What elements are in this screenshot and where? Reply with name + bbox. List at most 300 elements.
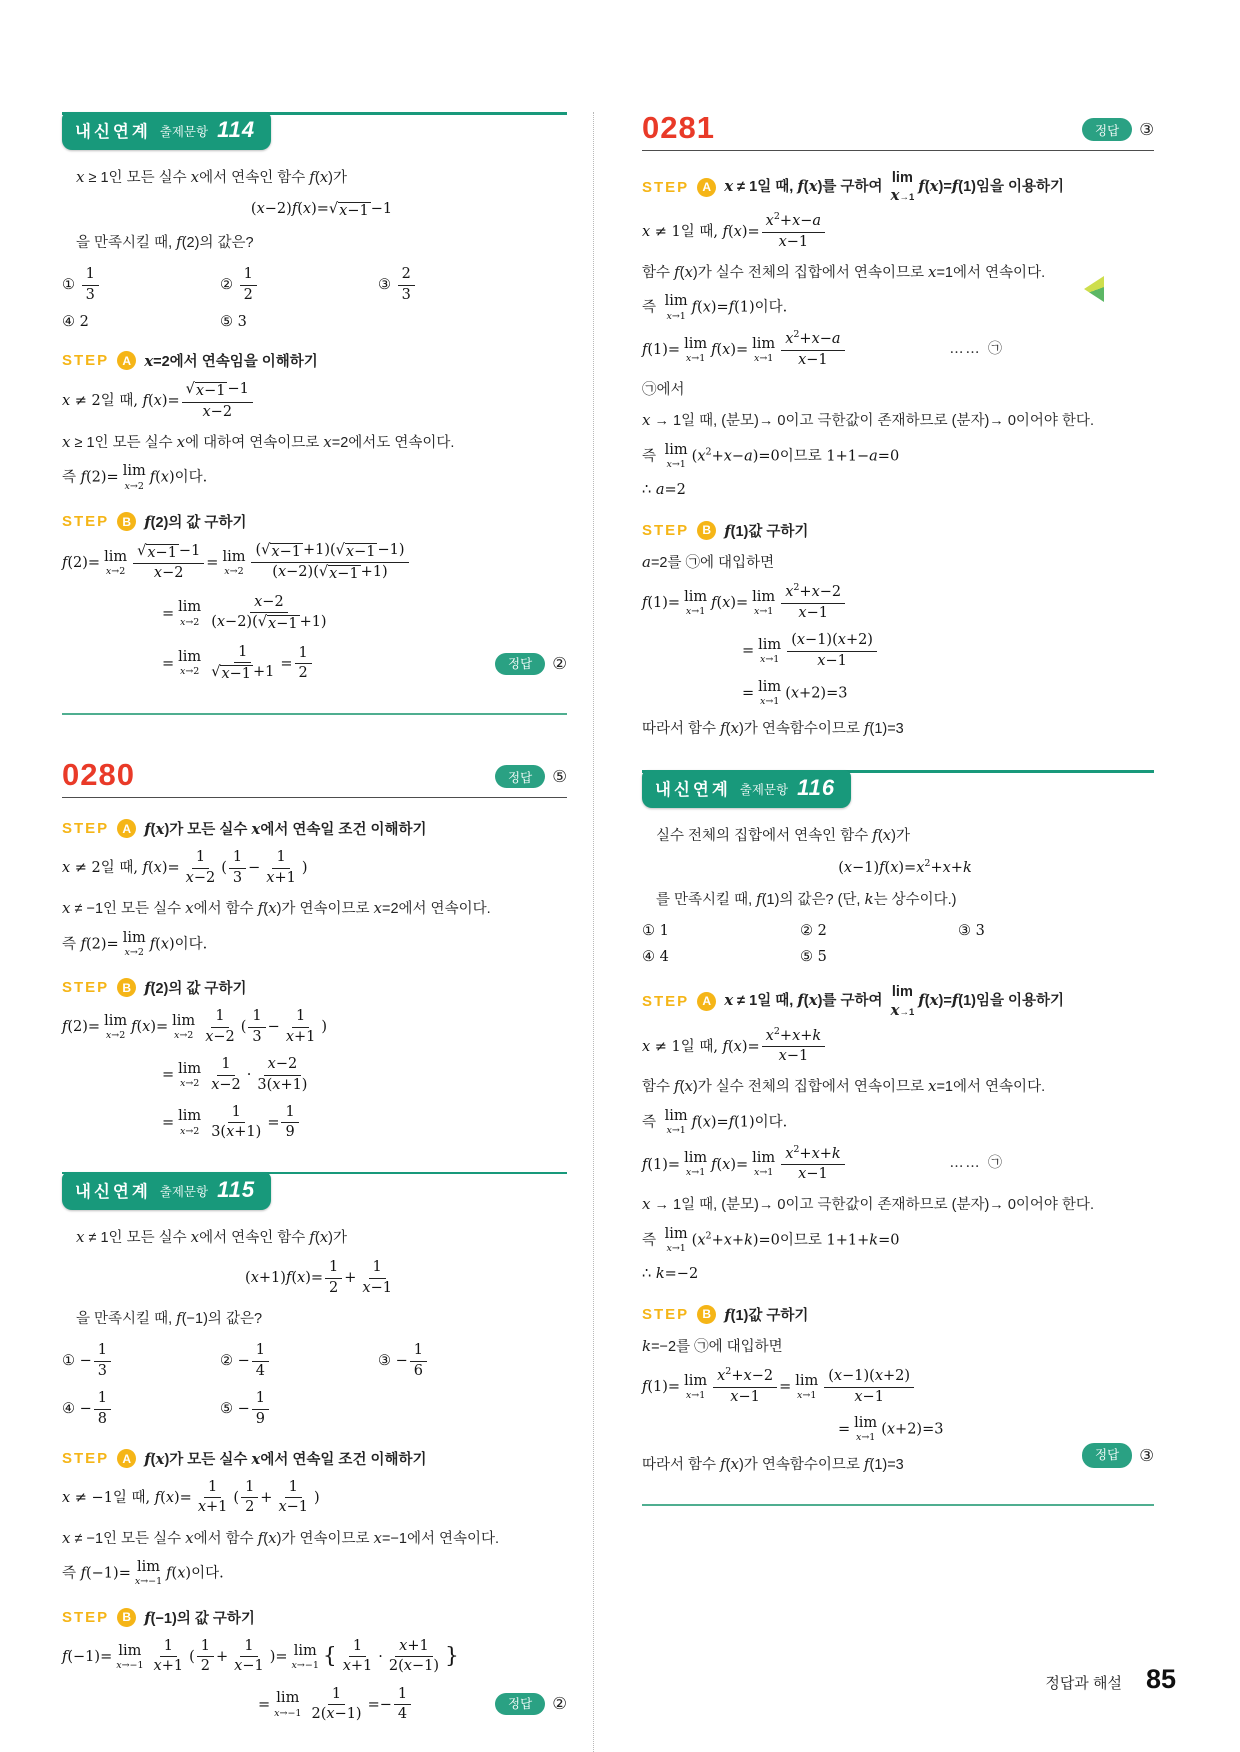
math-variable: x xyxy=(105,565,112,577)
answer-choices xyxy=(62,266,567,330)
text-line: 을 만족시킬 때, f(−1)의 값은? xyxy=(76,1308,263,1327)
math-variable: f xyxy=(724,521,731,540)
math-variable: x xyxy=(928,263,937,281)
math-variable: x xyxy=(221,666,230,683)
problem-number: 0280 xyxy=(62,757,135,793)
math-variable: k xyxy=(864,889,874,908)
math-variable: f xyxy=(728,299,735,316)
fraction: √ x−1 −1 x−2 xyxy=(182,381,253,421)
math-variable: x xyxy=(798,1165,807,1182)
limit: lim x→1 xyxy=(752,588,776,618)
step-label: STEP xyxy=(642,178,690,196)
math-variable: x xyxy=(267,1056,276,1073)
math-variable: f xyxy=(176,1308,182,1327)
math-variable: x xyxy=(890,186,900,205)
fraction: $\frac{1}{9}$ xyxy=(252,1390,269,1428)
limit: lim x→2 xyxy=(178,1108,202,1137)
math-variable: x xyxy=(224,565,230,577)
formula-line: (x−2)f(x)= √ x−1 −1 xyxy=(250,201,393,220)
fraction: $\frac{1}{x+1}$ xyxy=(153,1637,184,1675)
math-variable: x xyxy=(190,168,200,186)
text-line: x ≠ 1인 모든 실수 x에서 연속인 함수 f(x)가 xyxy=(76,1227,347,1246)
fraction: $\frac{2}{3}$ xyxy=(398,266,415,304)
math-variable: x xyxy=(319,1227,329,1246)
math-variable: x xyxy=(185,869,194,886)
math-variable: x xyxy=(890,859,899,876)
math-variable: f xyxy=(149,469,156,486)
math-variable: x xyxy=(759,653,766,665)
sqrt: √ x−1 xyxy=(335,542,376,561)
math-variable: f xyxy=(166,1565,172,1582)
math-variable: x xyxy=(785,1145,794,1162)
badge-number: 115 xyxy=(217,1176,256,1202)
math-variable: x xyxy=(62,899,71,918)
math-variable: f xyxy=(863,718,870,737)
choice-item: ④ 2 xyxy=(62,314,89,331)
formula-line: x ≠ 2일 때, f(x)= √ x−1 −1 x−2 xyxy=(62,381,567,421)
math-variable: k xyxy=(744,1232,753,1249)
step-title: f(−1)의 값 구하기 xyxy=(144,1608,255,1627)
limit: lim x→1 xyxy=(752,1150,776,1179)
math-variable: a xyxy=(642,552,651,571)
step-heading xyxy=(62,511,567,532)
fraction: $\frac{1}{3}$ xyxy=(248,1008,265,1046)
text-line: ㉠에서 xyxy=(642,381,685,398)
math-variable: x xyxy=(722,1156,731,1173)
math-variable: x xyxy=(250,1270,259,1287)
math-variable: f xyxy=(711,595,717,612)
math-variable: x xyxy=(792,213,801,230)
math-variable: x xyxy=(160,936,169,953)
limit: lim x→1 xyxy=(664,441,688,471)
fraction: 1 √ x−1 +1 xyxy=(211,643,275,683)
sqrt: √ x−1 xyxy=(318,564,359,583)
badge-sub-label: 출제문항 xyxy=(159,1184,209,1199)
step-heading xyxy=(62,1607,567,1628)
math-variable: f xyxy=(720,1454,726,1473)
sqrt: √ x−1 xyxy=(137,543,177,562)
math-variable: f xyxy=(711,1156,717,1173)
math-variable: x xyxy=(684,263,693,281)
formula-line: f(−1)= lim x→−1 $\frac{1}{x+1}$ ( $\frac{1}{2}$ + $\frac{1}{x-1}$ )= lim x→−1 { $\frac{1}{x+1}$ · $\frac{x+1}{2(x-1)}$ } xyxy=(62,1637,459,1675)
math-variable: x xyxy=(274,1707,280,1719)
math-variable: x xyxy=(179,616,186,628)
math-variable: x xyxy=(890,1000,900,1019)
linked-problem-header xyxy=(62,1172,567,1212)
math-variable: x xyxy=(798,604,807,621)
fraction: ( √ x−1 +1)( √ x−1 −1) (x−2)( √ x−1 +1) xyxy=(251,542,408,584)
step-title: f(x)가 모든 실수 x에서 연속일 조건 이해하기 xyxy=(144,1450,427,1469)
math-variable: x xyxy=(185,1528,194,1547)
limit: lim x→1 xyxy=(664,293,688,322)
badge-brand: 내신연계 xyxy=(75,123,151,141)
math-variable: x xyxy=(190,1227,200,1246)
fraction: $\frac{1}{2}$ xyxy=(240,266,257,304)
math-variable: x xyxy=(185,899,194,918)
step-label: STEP xyxy=(62,352,110,370)
math-variable: x xyxy=(916,859,925,876)
limit: lim x→1 xyxy=(684,588,708,618)
math-variable: f xyxy=(144,1608,151,1627)
answer-badge xyxy=(1082,1443,1154,1469)
fraction: $\frac{1}{x+1}$ xyxy=(266,849,296,886)
linked-problem-116 xyxy=(642,770,1154,1506)
text-line: k=−2를 ㉠에 대입하면 xyxy=(642,1336,783,1355)
math-variable: x xyxy=(173,1030,180,1042)
math-variable: x xyxy=(796,632,806,649)
step-title: f(2)의 값 구하기 xyxy=(144,513,247,532)
math-variable: x xyxy=(685,352,692,364)
formula-line: x ≠ 1일 때, f(x)= $\frac{x^2+x+k}{x-1}$ xyxy=(642,1028,1154,1066)
math-variable: f xyxy=(674,263,680,281)
math-variable: f xyxy=(863,1454,870,1473)
fraction: $\frac{x^2+x+k}{x-1}$ xyxy=(762,1028,826,1066)
formula-line: x ≠ 1일 때, f(x)= $\frac{x^2+x-a}{x-1}$ xyxy=(642,213,1154,251)
math-variable: x xyxy=(329,566,338,583)
math-variable: x xyxy=(666,1125,672,1137)
problem-number: 0281 xyxy=(642,110,715,145)
math-variable: f xyxy=(291,201,298,218)
answer-choices xyxy=(62,1342,567,1428)
math-variable: x xyxy=(403,1658,412,1675)
left-column xyxy=(62,112,594,1752)
math-variable: x xyxy=(753,352,760,364)
math-variable: x xyxy=(730,1454,739,1473)
math-variable: x xyxy=(160,469,169,486)
step-title: f(1)값 구하기 xyxy=(724,521,809,540)
math-variable: f xyxy=(142,393,148,409)
text-line: a=2를 ㉠에 대입하면 xyxy=(642,552,775,571)
formula-line: = lim x→2 x−2 (x−2)( √ x−1 +1) xyxy=(162,594,567,634)
math-variable: x xyxy=(792,1027,801,1044)
math-variable: x xyxy=(743,1368,752,1385)
step-letter-badge: B xyxy=(697,1305,716,1324)
formula-line: (x+1)f(x)= $\frac{1}{2}$ + $\frac{1}{x-1}$ xyxy=(76,1259,567,1297)
solution-header xyxy=(62,759,567,798)
sqrt: √ x−1 xyxy=(261,542,301,561)
math-variable: f xyxy=(62,1648,68,1665)
step-heading xyxy=(62,818,567,839)
step-title: x ≠ 1일 때, f(x)를 구하여 lim x→1 f(x)=f(1)임을 이용하기 xyxy=(724,170,1065,205)
math-variable: f xyxy=(149,936,156,953)
fraction: $\frac{1}{x-2}$ xyxy=(185,849,216,886)
math-variable: x xyxy=(76,168,85,186)
math-variable: x xyxy=(285,1028,294,1045)
formula-line: 즉 lim x→1 $(x^2+x-a)=0$이므로 1+1−a=0 xyxy=(642,441,900,471)
fraction: $\frac{1}{3}$ xyxy=(82,266,99,304)
math-variable: x xyxy=(833,1368,843,1385)
step-heading xyxy=(62,1448,567,1469)
formula-line: 즉 f(2)= lim x→2 f(x)이다. xyxy=(62,929,208,958)
math-variable: x xyxy=(155,1450,165,1469)
text-line: 실수 전체의 집합에서 연속인 함수 f(x)가 xyxy=(656,826,910,845)
solution-header xyxy=(642,112,1154,151)
math-variable: f xyxy=(642,595,648,612)
math-variable: x xyxy=(142,1019,151,1036)
math-variable: x xyxy=(105,1030,112,1042)
math-variable: f xyxy=(724,1305,731,1324)
math-variable: x xyxy=(882,826,892,845)
formula-line: = lim x→2 $\frac{1}{x-2}$ · $\frac{x-2}{3(x+1)}$ xyxy=(162,1056,567,1094)
math-variable: x xyxy=(268,1528,277,1547)
math-variable: f xyxy=(642,342,648,359)
fraction: $\frac{(x-1)(x+2)}{x-1}$ xyxy=(787,632,877,670)
fraction: $\frac{1}{4}$ xyxy=(252,1342,269,1380)
limit: lim x→2 xyxy=(122,929,146,958)
limit: lim x→2 xyxy=(104,1012,128,1042)
math-variable: x xyxy=(266,869,275,886)
math-variable: f xyxy=(309,168,315,186)
limit: lim x→−1 xyxy=(134,1559,163,1588)
math-variable: f xyxy=(918,991,925,1010)
text-line: x → 1일 때, (분모)→ 0이고 극한값이 존재하므로 (분자)→ 0이어야 한다. xyxy=(642,411,1094,430)
fraction: $\frac{1}{x-1}$ xyxy=(278,1479,309,1516)
choice-item: ③ 3 xyxy=(958,923,985,940)
math-variable: x xyxy=(362,1279,371,1296)
choice-item xyxy=(958,949,1154,965)
choice-item: ② 2 xyxy=(800,923,827,940)
choice-item xyxy=(378,1390,567,1428)
right-column xyxy=(594,112,1154,1548)
badge-number: 114 xyxy=(217,117,256,142)
footer-page-number: 85 xyxy=(1145,1664,1176,1694)
math-variable: a xyxy=(831,331,841,348)
math-variable: x xyxy=(666,459,672,471)
math-variable: x xyxy=(733,1038,742,1055)
linked-problem-114 xyxy=(62,112,567,715)
math-variable: x xyxy=(874,1368,883,1385)
math-variable: x xyxy=(837,632,846,649)
math-variable: x xyxy=(723,1232,732,1249)
text-line: x ≥ 1인 모든 실수 x에 대하여 연속이므로 x=2에서도 연속이다. xyxy=(62,432,455,451)
step-heading xyxy=(642,171,1154,203)
math-variable: f xyxy=(142,860,148,877)
math-variable: x xyxy=(929,991,939,1010)
formula-line: 즉 f(2)= lim x→2 f(x)이다. xyxy=(62,463,208,492)
linked-problem-header xyxy=(642,770,1154,810)
math-variable: x xyxy=(251,820,261,839)
fraction: $\frac{1}{x-2}$ xyxy=(205,1008,235,1045)
step-letter-badge: A xyxy=(117,1449,136,1468)
math-variable: x xyxy=(642,411,651,430)
math-variable: x xyxy=(808,176,818,195)
reference-note: …… ㉠ xyxy=(949,1155,1004,1172)
limit: lim x→−1 xyxy=(116,1642,144,1671)
math-variable: f xyxy=(154,1489,161,1506)
formula-line: = lim x→−1 $\frac{1}{2(x-1)}$ =− $\frac{1}{4}$ 정답 ② xyxy=(258,1685,567,1723)
answer-badge xyxy=(495,1692,567,1715)
text-line: x → 1일 때, (분모)→ 0이고 극한값이 존재하므로 (분자)→ 0이어야 한다. xyxy=(642,1195,1094,1214)
fraction: $\frac{1}{6}$ xyxy=(410,1342,427,1380)
formula-line: 즉 lim x→1 f(x)=f(1)이다. xyxy=(642,293,788,322)
sqrt: √ x−1 xyxy=(211,664,251,683)
solution-0280 xyxy=(62,759,567,1141)
math-variable: x xyxy=(797,1390,803,1402)
limit: lim x→1 xyxy=(684,1372,708,1402)
answer-pill: 정답 xyxy=(495,1693,545,1716)
math-variable: x xyxy=(195,383,205,400)
math-variable: x xyxy=(722,342,731,359)
fraction: $\frac{1}{3}$ xyxy=(229,849,246,887)
step-label: STEP xyxy=(62,1608,110,1626)
fraction: $\frac{1}{2(x-1)}$ xyxy=(311,1685,362,1723)
math-variable: x xyxy=(811,1145,820,1162)
math-variable: f xyxy=(309,1227,315,1246)
math-variable: x xyxy=(251,1450,261,1469)
math-variable: x xyxy=(271,544,280,561)
step-letter-badge: A xyxy=(697,992,716,1011)
math-variable: x xyxy=(730,718,739,737)
step-letter-badge: A xyxy=(117,819,136,838)
math-variable: x xyxy=(778,233,787,250)
math-variable: x xyxy=(942,859,951,876)
limit: lim x→1 xyxy=(752,335,776,364)
limit: lim x→1 xyxy=(664,1107,688,1137)
step-label: STEP xyxy=(642,521,690,539)
math-variable: x xyxy=(155,820,165,839)
step-label: STEP xyxy=(62,513,110,531)
math-variable: x xyxy=(147,545,156,562)
math-variable: x xyxy=(124,946,130,958)
math-variable: f xyxy=(951,176,959,195)
fraction: $\frac{1}{x+1}$ xyxy=(285,1008,316,1045)
limit: lim x→1 xyxy=(684,1150,708,1179)
math-variable: x xyxy=(785,331,794,348)
math-variable: x xyxy=(323,432,332,451)
math-variable: x xyxy=(124,480,130,492)
fraction: $\frac{1}{2}$ xyxy=(241,1479,258,1517)
math-variable: f xyxy=(285,1270,292,1287)
math-variable: f xyxy=(722,224,728,241)
fraction: $\frac{x^2+x-a}{x-1}$ xyxy=(762,213,825,251)
math-variable: x xyxy=(642,224,651,241)
math-variable: f xyxy=(176,232,182,251)
choice-item: ⑤ 5 xyxy=(800,949,827,966)
math-variable: f xyxy=(80,469,86,486)
badge-number: 116 xyxy=(797,775,836,801)
math-variable: f xyxy=(797,991,804,1010)
choice-item: ① 1 xyxy=(642,923,669,940)
answer-choice-number: ③ xyxy=(1139,1445,1154,1465)
math-variable: x xyxy=(785,584,794,601)
math-variable: x xyxy=(790,685,800,702)
math-variable: x xyxy=(855,1432,862,1444)
math-variable: f xyxy=(879,859,885,876)
fraction: $\frac{x^2+x-2}{x-1}$ xyxy=(713,1368,777,1406)
answer-pill: 정답 xyxy=(495,653,545,676)
step-letter-badge: B xyxy=(697,521,716,540)
math-variable: x xyxy=(176,432,186,451)
math-variable: f xyxy=(144,820,151,839)
math-variable: a xyxy=(869,448,878,465)
choice-item: ① $\frac{1}{3}$ xyxy=(62,266,220,304)
math-variable: x xyxy=(76,1227,85,1246)
math-variable: f xyxy=(144,513,151,532)
answer-badge xyxy=(1082,118,1154,141)
answer-pill: 정답 xyxy=(1082,1443,1132,1467)
math-variable: x xyxy=(272,1076,281,1093)
choice-item: ② − $\frac{1}{4}$ xyxy=(220,1342,378,1380)
fraction: $\frac{x+1}{2(x-1)}$ xyxy=(388,1637,440,1675)
limit: lim x→2 xyxy=(172,1012,196,1042)
math-variable: x xyxy=(928,1077,937,1096)
text-line: x ≥ 1인 모든 실수 x에서 연속인 함수 f(x)가 xyxy=(76,168,347,186)
math-variable: x xyxy=(765,1027,774,1044)
choice-item: ① − $\frac{1}{3}$ xyxy=(62,1342,220,1380)
math-variable: x xyxy=(197,1499,207,1516)
formula-line: = lim x→2 $\frac{1}{3(x+1)}$ = $\frac{1}{9}$ xyxy=(162,1104,567,1142)
math-variable: x xyxy=(153,393,162,409)
math-variable: f xyxy=(722,1038,728,1055)
math-variable: x xyxy=(165,1489,175,1506)
linked-problem-badge xyxy=(642,770,851,808)
fraction: $\frac{1}{2}$ xyxy=(197,1638,214,1676)
fraction: $\frac{1}{x+1}$ xyxy=(197,1479,228,1516)
fraction: $\frac{x^2+x-a}{x-1}$ xyxy=(781,331,844,369)
step-heading xyxy=(642,985,1154,1017)
limit: lim x→1 xyxy=(684,335,708,364)
formula-line: = lim x→1 (x+2)=3 xyxy=(742,678,848,708)
math-variable: x xyxy=(277,564,287,581)
math-variable: x xyxy=(302,201,312,218)
answer-pill: 정답 xyxy=(495,765,545,788)
step-label: STEP xyxy=(62,1450,110,1468)
math-variable: x xyxy=(717,1368,726,1385)
math-variable: k xyxy=(869,1232,879,1249)
choice-item: ③ $\frac{2}{3}$ xyxy=(378,266,567,304)
math-variable: x xyxy=(134,1576,141,1588)
fraction: x−2 (x−2)( √ x−1 +1) xyxy=(211,593,327,633)
math-variable: f xyxy=(691,299,698,316)
math-variable: x xyxy=(268,899,277,918)
math-variable: f xyxy=(144,1450,151,1469)
math-variable: x xyxy=(730,1388,739,1405)
math-variable: f xyxy=(674,1077,680,1096)
math-variable: k xyxy=(831,1145,841,1162)
math-variable: x xyxy=(929,176,939,195)
choice-item: ⑤ − $\frac{1}{9}$ xyxy=(220,1390,378,1428)
math-variable: f xyxy=(728,1114,735,1131)
math-variable: f xyxy=(691,1114,698,1131)
limit: lim x→1 xyxy=(664,1225,688,1255)
badge-sub-label: 출제문항 xyxy=(739,783,789,798)
fraction: $\frac{(x-1)(x+2)}{x-1}$ xyxy=(824,1368,914,1406)
limit: lim x→2 xyxy=(122,463,146,492)
page-footer xyxy=(1045,1664,1176,1695)
choice-item: ② $\frac{1}{2}$ xyxy=(220,266,378,304)
formula-line: x ≠ −1일 때, f(x)= $\frac{1}{x+1}$ ( $\frac{1}{2}$ + $\frac{1}{x-1}$ ) xyxy=(62,1479,320,1516)
solution-0281 xyxy=(642,112,1154,740)
fraction: $\frac{1}{8}$ xyxy=(94,1390,111,1428)
math-variable: f xyxy=(918,176,925,195)
math-variable: x xyxy=(179,1125,186,1137)
formula-line: f(2)= lim x→2 √ x−1 −1 x−2 = lim x→2 ( √ x−1 +1)( √ x−1 −1) (x−2)( √ x−1 +1) xyxy=(62,542,567,584)
fraction: $\frac{1}{9}$ xyxy=(281,1104,298,1142)
math-variable: x xyxy=(326,1706,335,1723)
step-title: f(2)의 값 구하기 xyxy=(144,979,247,998)
math-variable: f xyxy=(720,718,726,737)
badge-brand: 내신연계 xyxy=(655,781,731,800)
formula-line: f(1)= lim x→1 f(x)= lim x→1 $\frac{x^2+x-2}{x-1}$ xyxy=(642,584,1154,622)
fraction: $\frac{1}{x-1}$ xyxy=(234,1637,264,1675)
math-variable: x xyxy=(62,1528,71,1547)
step-letter-badge: A xyxy=(697,178,716,197)
math-variable: f xyxy=(257,1528,264,1547)
math-variable: f xyxy=(951,991,959,1010)
math-variable: x xyxy=(254,593,263,610)
formula-line: ∴ a=2 xyxy=(642,481,686,498)
math-variable: x xyxy=(226,1124,235,1141)
